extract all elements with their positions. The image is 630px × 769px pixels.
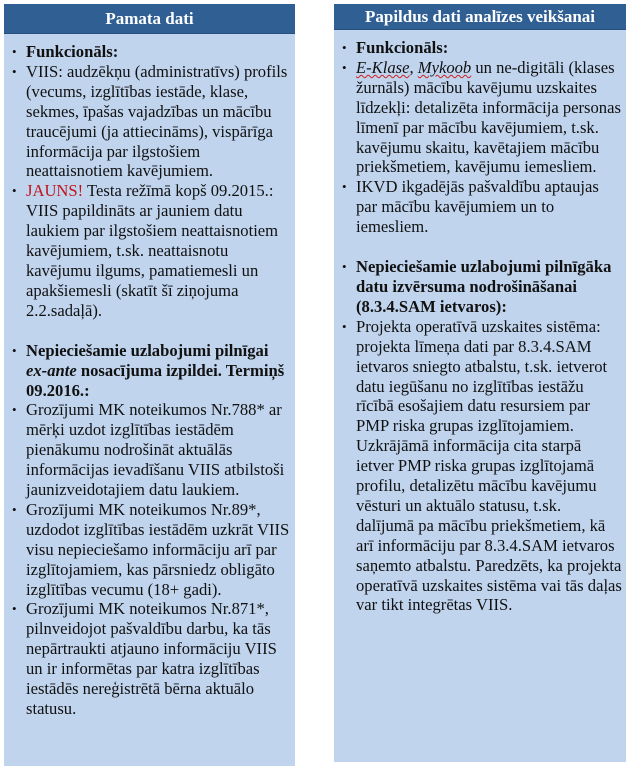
new-badge: JAUNS!	[26, 181, 84, 201]
separator: ,	[409, 57, 418, 77]
panel-title: Pamata dati	[4, 4, 295, 34]
basic-data-panel	[4, 4, 295, 766]
list-item: • Projekta operatīvā uzskaites sistēma: projekta līmeņa dati par 8.3.4.SAM ietvaros sniegto atbalstu, t.sk. ietverot datu iegūšanu no izglītības iestāžu rīcībā esošajiem datu resursiem par PMP riska grupas izglītojamiem. Uzkrājāmā informācija cita starpā ietver PMP riska grupas izglītojamā profilu, detalizētu mācību kavējumu vēsturi un aktuālo statusu, t.sk. dalījumā pa mācību priekšmetiem, kā arī informāciju par 8.3.4.SAM ietvaros saņemto atbalstu. Paredzēts, ka projekta operatīvā uzskaites sistēma vai tās daļas var tikt integrētas VIIS.	[356, 317, 622, 616]
panel-title: Papildus dati analīzes veikšanai	[334, 4, 626, 30]
section-heading	[26, 341, 284, 400]
list-item: • VIIS: audzēkņu (administratīvs) profils (vecums, izglītības iestāde, klase, sekmes, īpašas vajadzības un mācību traucējumi (ja attiecināms), vispārīga informācija par ilgstošiem neattaisnotiem kavējumiem.	[26, 62, 291, 181]
list-item: • Grozījumi MK noteikumos Nr.871*, pilnveidojot pašvaldību darbu, ka tās nepārtraukti atjauno informāciju VIIS un ir informētas par katra izglītības iestādēs nereģistrētā bērna aktuālo statusu.	[26, 599, 291, 718]
list-item	[26, 181, 291, 320]
mykoob-name: Mykoob	[417, 57, 472, 77]
list-item: • Grozījumi MK noteikumos Nr.788* ar mērķi uzdot izglītības iestādēm pienākumu nodrošināt aktuālās informācijas ievadīšanu VIIS atbilstoši jaunizveidotajiem datu laukiem.	[26, 400, 291, 500]
list-item	[356, 257, 622, 317]
list-item	[26, 341, 291, 401]
additional-data-list	[334, 30, 626, 615]
section-heading: Nepieciešamie uzlabojumi pilnīgāka datu izvērsuma nodrošināšanai (8.3.4.SAM ietvaros):	[356, 257, 612, 316]
list-item: • IKVD ikgadējās pašvaldību aptaujas par mācību kavējumiem un to iemesliem.	[356, 177, 622, 237]
heading-italic: ex-ante	[26, 360, 77, 380]
heading-part: Nepieciešamie uzlabojumi pilnīgai	[26, 340, 269, 360]
list-item: • Grozījumi MK noteikumos Nr.89*, uzdodot izglītības iestādēm uzkrāt VIIS visu nepieciešamo informāciju arī par izglītojamiem, kas pārsniedz obligāto izglītības vecumu (18+ gadi).	[26, 500, 291, 600]
list-item	[356, 58, 622, 177]
list-item	[26, 42, 291, 62]
item-text: un ne-digitāli (klases žurnāls) mācību kavējumu uzskaites līdzekļi: detalizēta informācija personas līmenī par mācību kavējumiem, t.sk. kavējumu skaitu, kavētajiem mācību priekšmetiem, kavējumu iemesliem.	[356, 57, 621, 177]
basic-data-list	[4, 34, 295, 719]
additional-data-panel	[334, 4, 626, 762]
item-text: Testa režīmā kopš 09.2015.: VIIS papildināts ar jauniem datu laukiem par ilgstošiem neattaisnotiem kavējumiem, t.sk. neattaisnotu kavējumu ilgums, pamatiemesli un apakšiemesli (skatīt šī ziņojuma 2.2.sadaļā).	[26, 181, 279, 320]
heading-part: nosacījuma izpildei. Termiņš 09.2016.:	[26, 360, 285, 400]
eklase-name: E-Klase	[356, 57, 410, 77]
section-heading: Funkcionāls:	[356, 38, 449, 57]
section-heading: Funkcionāls:	[26, 42, 119, 61]
list-item	[356, 38, 622, 58]
